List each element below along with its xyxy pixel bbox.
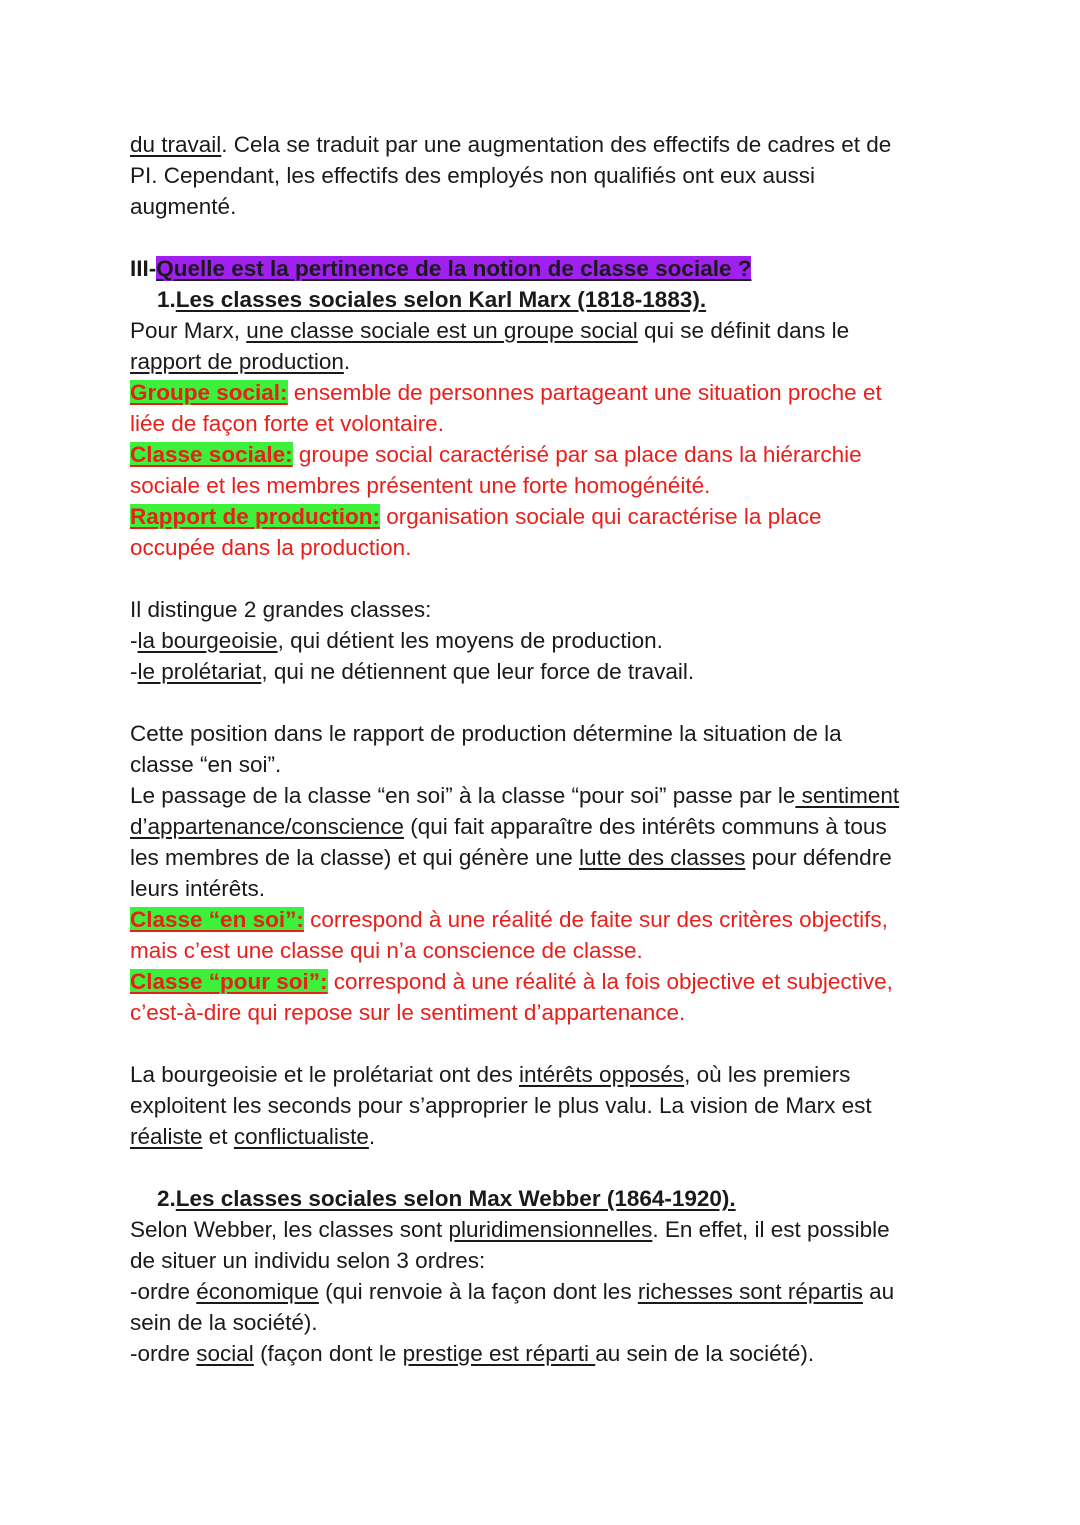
text: pour défendre: [745, 845, 892, 870]
text: , qui détient les moyens de production.: [277, 628, 663, 653]
underlined-text: intérêts opposés: [519, 1062, 685, 1087]
text: , où les premiers: [684, 1062, 851, 1087]
document-page: [130, 129, 960, 1369]
section-heading: [130, 253, 960, 284]
subsection-heading-marx: [130, 284, 960, 315]
text: , qui ne détiennent que leur force de travail.: [261, 659, 695, 684]
subsection-title: Les classes sociales selon Max Webber (1864-1920).: [175, 1186, 736, 1211]
text-line: classe “en soi”.: [130, 752, 282, 777]
marx-definition-paragraph: [130, 315, 960, 377]
definition-text: occupée dans la production.: [130, 535, 412, 560]
weber-paragraph: [130, 1214, 960, 1369]
underlined-text: la bourgeoisie: [137, 628, 278, 653]
definition-text: organisation sociale qui caractérise la place: [379, 504, 822, 529]
intro-paragraph: [130, 129, 960, 222]
text-line: exploitent les seconds pour s’approprier le plus valu. La vision de Marx est: [130, 1093, 872, 1118]
text: les membres de la classe) et qui génère une: [130, 845, 579, 870]
underlined-text: du travail: [130, 132, 222, 157]
text-line: leurs intérêts.: [130, 876, 266, 901]
bullet: -: [130, 628, 138, 653]
text-line: de situer un individu selon 3 ordres:: [130, 1248, 486, 1273]
underlined-text: conflictualiste: [233, 1124, 369, 1149]
list-item: [130, 625, 960, 656]
text: Selon Webber, les classes sont: [130, 1217, 449, 1242]
text: (qui renvoie à la façon dont les: [318, 1279, 638, 1304]
definition-term: Rapport de production:: [130, 504, 380, 529]
classes-list: [130, 594, 960, 687]
definition-text: correspond à une réalité de faite sur des critères objectifs,: [303, 907, 888, 932]
section-number: III-: [130, 256, 157, 281]
definition-text: c’est-à-dire qui repose sur le sentiment d’appartenance.: [130, 1000, 686, 1025]
classe-en-soi-paragraph: [130, 718, 960, 904]
subsection-heading-weber: [130, 1183, 960, 1214]
definition-classe-en-soi: [130, 904, 960, 966]
underlined-text: le prolétariat: [137, 659, 262, 684]
text-line: sein de la société).: [130, 1310, 318, 1335]
subsection-number: 2.: [157, 1186, 176, 1211]
bullet: -: [130, 659, 138, 684]
definition-term: Groupe social:: [130, 380, 288, 405]
underlined-text: lutte des classes: [579, 845, 746, 870]
underlined-text: économique: [196, 1279, 319, 1304]
definition-text: mais c’est une classe qui n’a conscience de classe.: [130, 938, 643, 963]
text: qui se définit dans le: [637, 318, 850, 343]
list-item: [130, 656, 960, 687]
subsection-title: Les classes sociales selon Karl Marx (1818-1883).: [175, 287, 707, 312]
marx-conclusion-paragraph: [130, 1059, 960, 1152]
text: (façon dont le: [253, 1341, 403, 1366]
underlined-text: une classe sociale est un groupe social: [246, 318, 638, 343]
text: La bourgeoisie et le prolétariat ont des: [130, 1062, 520, 1087]
text: . Cela se traduit par une augmentation des effectifs de cadres et de: [221, 132, 892, 157]
definition-classe-pour-soi: [130, 966, 960, 1028]
underlined-text: réaliste: [130, 1124, 203, 1149]
underlined-text: rapport de production: [130, 349, 344, 374]
definition-term: Classe sociale:: [130, 442, 293, 467]
underlined-text: d’appartenance/conscience: [130, 814, 404, 839]
text-line: Il distingue 2 grandes classes:: [130, 597, 432, 622]
text: Pour Marx,: [130, 318, 247, 343]
text: . En effet, il est possible: [652, 1217, 890, 1242]
text: (qui fait apparaître des intérêts communs à tous: [403, 814, 887, 839]
text: au: [862, 1279, 895, 1304]
text: au sein de la société).: [595, 1341, 815, 1366]
list-item: [130, 1338, 960, 1369]
text: .: [343, 349, 351, 374]
definition-text: correspond à une réalité à la fois objective et subjective,: [327, 969, 893, 994]
text-line: PI. Cependant, les effectifs des employés non qualifiés ont eux aussi: [130, 163, 815, 188]
text: Le passage de la classe “en soi” à la classe “pour soi” passe par le: [130, 783, 796, 808]
underlined-text: social: [196, 1341, 254, 1366]
text: -ordre: [130, 1279, 197, 1304]
definition-groupe-social: [130, 377, 960, 439]
subsection-number: 1.: [157, 287, 176, 312]
text: et: [202, 1124, 234, 1149]
section-title: Quelle est la pertinence de la notion de classe sociale ?: [156, 256, 752, 281]
definition-term: Classe “en soi”:: [130, 907, 304, 932]
text-line: Cette position dans le rapport de production détermine la situation de la: [130, 721, 842, 746]
underlined-text: sentiment: [795, 783, 900, 808]
underlined-text: pluridimensionnelles: [448, 1217, 653, 1242]
underlined-text: prestige est réparti: [402, 1341, 596, 1366]
definition-rapport-de-production: [130, 501, 960, 563]
underlined-text: richesses sont répartis: [637, 1279, 863, 1304]
text: -ordre: [130, 1341, 197, 1366]
list-item: [130, 1276, 960, 1307]
definition-text: sociale et les membres présentent une forte homogénéité.: [130, 473, 711, 498]
definition-term: Classe “pour soi”:: [130, 969, 328, 994]
definition-classe-sociale: [130, 439, 960, 501]
text: .: [368, 1124, 376, 1149]
definition-text: groupe social caractérisé par sa place dans la hiérarchie: [292, 442, 862, 467]
definition-text: liée de façon forte et volontaire.: [130, 411, 444, 436]
text-line: augmenté.: [130, 194, 237, 219]
definition-text: ensemble de personnes partageant une situation proche et: [287, 380, 882, 405]
